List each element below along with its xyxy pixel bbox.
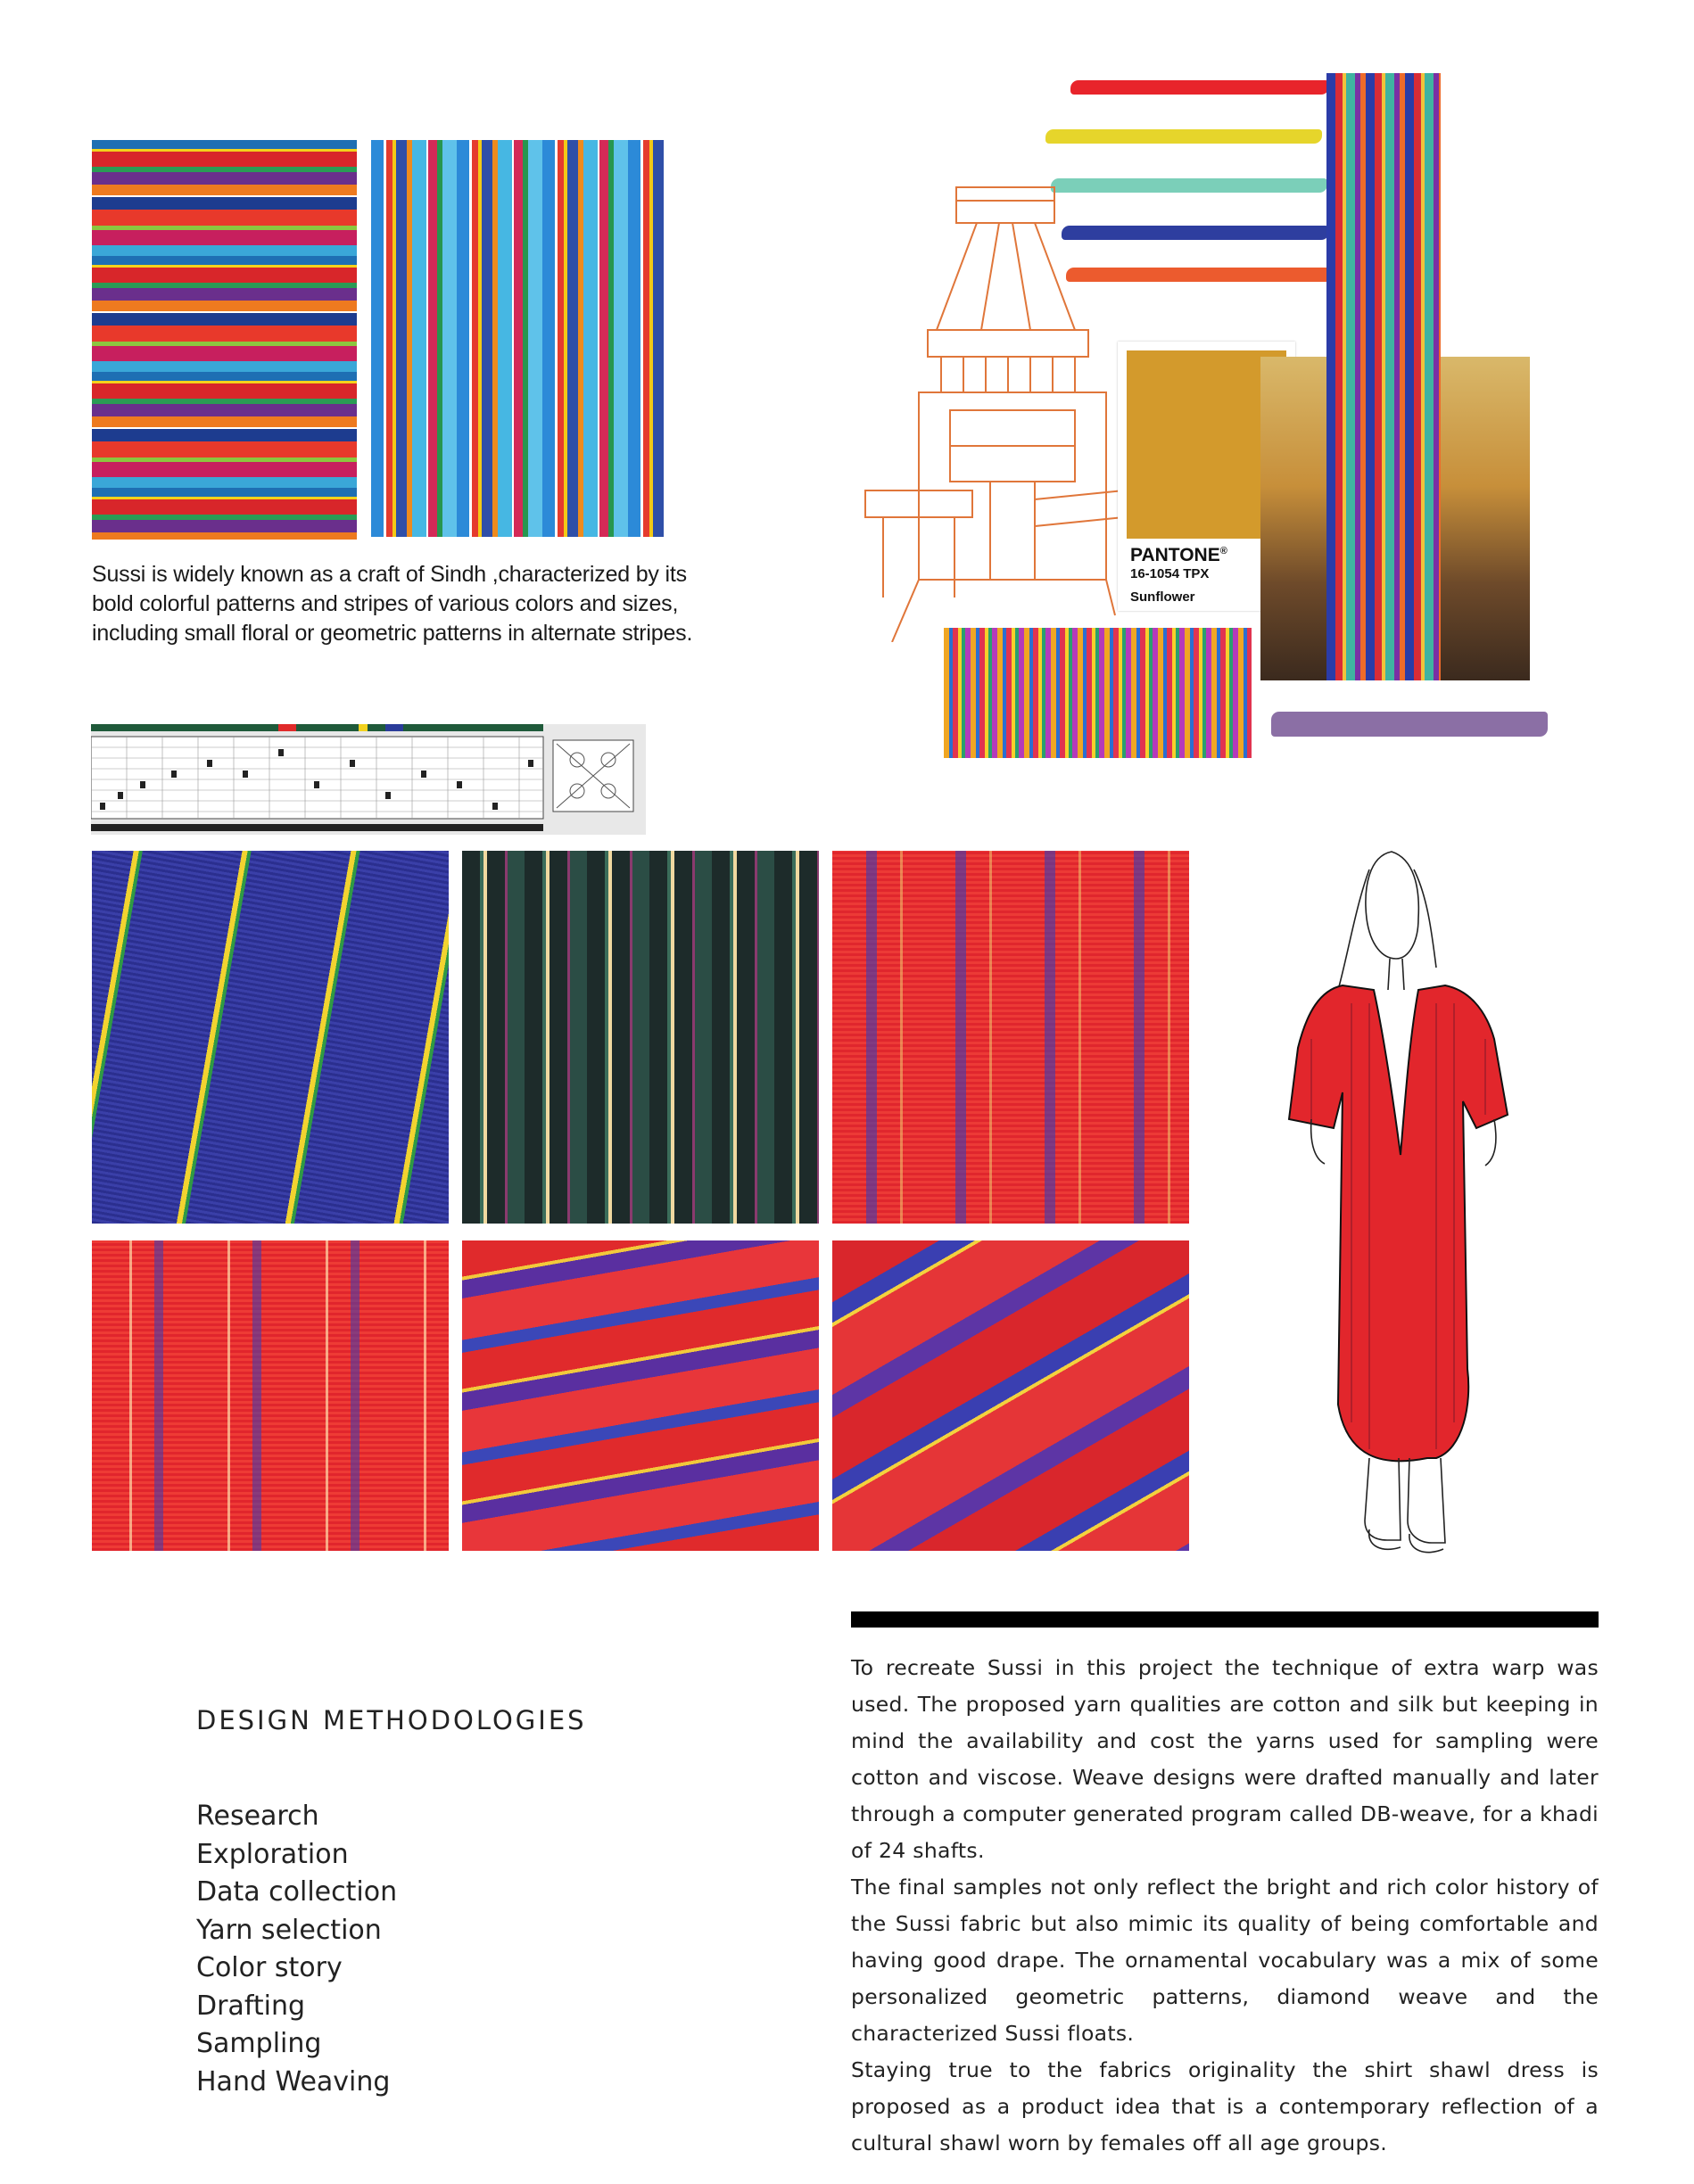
intro-line: Sussi is widely known as a craft of Sindh ,characterized by its <box>92 562 687 587</box>
methodology-item: Sampling <box>196 2028 322 2059</box>
photo-folded-sussi-fabrics <box>92 140 357 540</box>
photo-loom-warp <box>944 628 1252 758</box>
weave-draft <box>91 724 646 835</box>
intro-line: bold colorful patterns and stripes of various colors and sizes, <box>92 591 679 616</box>
methodologies-title: DESIGN METHODOLOGIES <box>196 1705 587 1735</box>
fabric-sample-dark-diamond <box>462 851 819 1224</box>
methodology-item: Color story <box>196 1952 343 1983</box>
dress-body-icon <box>1289 985 1508 1461</box>
methodology-item: Yarn selection <box>196 1914 382 1946</box>
pantone-color-name: Sunflower <box>1130 589 1195 605</box>
fabric-sample-red-floats <box>92 1240 449 1551</box>
photo-hanging-yarns <box>1326 73 1441 680</box>
palette-swatch-yellow <box>1045 129 1322 144</box>
fabric-sample-blue-extra-warp <box>92 851 449 1224</box>
intro-line: including small floral or geometric patterns in alternate stripes. <box>92 621 693 646</box>
section-divider-bar <box>851 1611 1599 1628</box>
shirt-shawl-dress-illustration <box>1285 834 1516 1565</box>
photo-stacked-striped-fabrics <box>371 140 664 537</box>
description-paragraph: To recreate Sussi in this project the technique of extra warp was used. The proposed yarn qualities are cotton and silk but keeping in mind the availability and cost the yarns used for sampling were cotton and viscose. Weave designs were drafted manually and later through a computer generated program called DB-weave, for a khadi of 24 shafts. <box>851 1655 1599 1863</box>
weave-draft-grid <box>91 724 646 835</box>
methodology-item: Research <box>196 1801 319 1832</box>
methodologies-list <box>196 1798 397 2101</box>
methodology-item: Data collection <box>196 1876 398 1908</box>
fabric-sample-red-blue-fringe <box>832 1240 1189 1551</box>
methodology-item: Exploration <box>196 1838 349 1870</box>
intro-text <box>92 560 823 648</box>
palette-swatch-lavender <box>1271 712 1548 737</box>
project-description <box>851 1650 1599 2162</box>
methodology-item: Hand Weaving <box>196 2065 391 2097</box>
description-paragraph: Staying true to the fabrics originality the shirt shawl dress is proposed as a product idea that is a contemporary reflection of a cultural shawl worn by females off all age groups. <box>851 2057 1599 2155</box>
loom-sketch-illustration <box>856 178 1124 642</box>
palette-swatch-red <box>1070 80 1329 95</box>
pantone-brand: PANTONE® <box>1130 545 1227 565</box>
pantone-code: 16-1054 TPX <box>1130 566 1210 581</box>
fabric-sample-red-purple-drape <box>462 1240 819 1551</box>
methodology-item: Drafting <box>196 1990 306 2022</box>
description-paragraph: The final samples not only reflect the bright and rich color history of the Sussi fabric but also mimic its quality of being comfortable and having good drape. The ornamental vocabulary was a mix of some personalized geometric patterns, diamond weave and the characterized Sussi floats. <box>851 1875 1599 2046</box>
fabric-sample-red-diamond <box>832 851 1189 1224</box>
